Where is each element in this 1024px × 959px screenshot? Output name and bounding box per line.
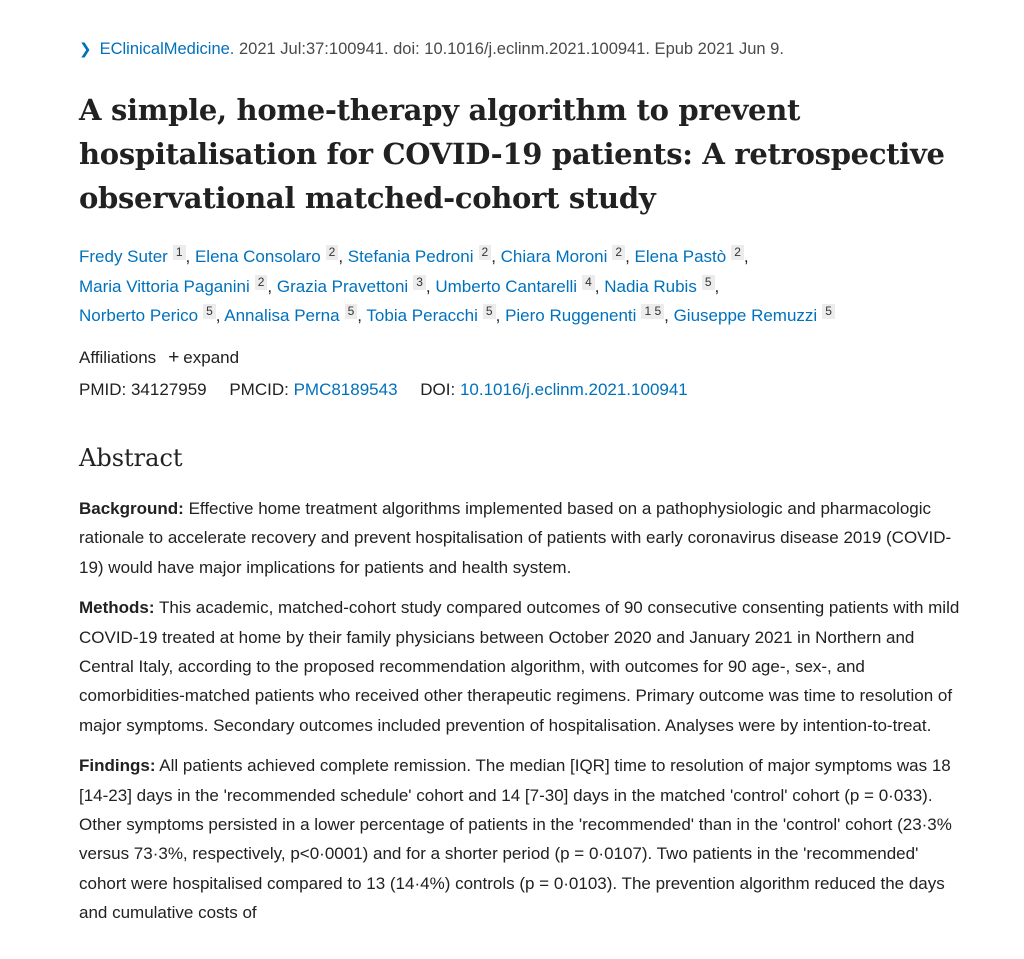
abstract-heading: Abstract bbox=[79, 444, 183, 472]
author-link[interactable]: Stefania Pedroni bbox=[347, 247, 474, 266]
doi-link[interactable]: 10.1016/j.eclinm.2021.100941 bbox=[459, 380, 688, 399]
author-link[interactable]: Annalisa Perna bbox=[224, 306, 340, 325]
section-text: This academic, matched-cohort study compared outcomes of 90 consecutive consenting patients with mild COVID-19 treated at home by their family physicians between October 2020 and January 2021 in Northern and Central Italy, according to the proposed recommendation algorithm, with outcomes for 90 age-, sex-, and comorbidities-matched patients who received other therapeutic regimens. Primary outcome was time to resolution of major symptoms. Secondary outcomes included prevention of hospitalisation. Analyses were by intention-to-treat. bbox=[79, 598, 960, 735]
section-label: Background: bbox=[79, 499, 184, 518]
doi bbox=[420, 380, 687, 399]
pmid-label: PMID: bbox=[79, 380, 127, 399]
article-title: A simple, home-therapy algorithm to prevent hospitalisation for COVID-19 patients: A retrospective observational matched-cohort study bbox=[79, 93, 945, 215]
author-item bbox=[79, 306, 216, 325]
plus-icon[interactable]: + bbox=[168, 347, 180, 368]
author-link[interactable]: Fredy Suter bbox=[79, 247, 168, 266]
author-link[interactable]: Umberto Cantarelli bbox=[435, 276, 578, 296]
author-item bbox=[635, 247, 744, 266]
author-link[interactable]: Tobia Peracchi bbox=[366, 306, 478, 325]
expand-label[interactable]: expand bbox=[183, 348, 240, 367]
affiliation-badge[interactable]: 5 bbox=[822, 304, 835, 319]
journal-link[interactable]: EClinicalMedicine. bbox=[99, 40, 235, 58]
author-line: Maria Vittoria Paganini 2 , Grazia Pravettoni 3 , Umberto Cantarelli 4 , Nadia Rubis 5 , bbox=[79, 274, 720, 296]
affiliation-badge[interactable]: 4 bbox=[582, 275, 595, 290]
section-text: All patients achieved complete remission. The median [IQR] time to resolution of major symptoms was 18 [14-23] days in the 'recommended schedule' cohort and 14 [7-30] days in the matched 'control' cohort (p = 0·033). Other symptoms persisted in a lower percentage of patients in the 'recommended' than in the 'control' cohort (23·3% versus 73·3%, respectively, p<0·0001) and for a shorter period (p = 0·0107). Two patients in the 'recommended' cohort were hospitalised compared to 13 (14·4%) controls (p = 0·0103). The prevention algorithm reduced the days and cumulative costs of bbox=[79, 756, 952, 923]
chevron-right-icon[interactable]: ❯ bbox=[79, 41, 92, 58]
citation-line bbox=[79, 40, 784, 59]
author-item bbox=[674, 306, 835, 325]
author-link[interactable]: Chiara Moroni bbox=[500, 247, 608, 266]
affiliation-badge[interactable]: 2 bbox=[731, 245, 744, 260]
affiliation-badge[interactable]: 5 bbox=[203, 304, 216, 319]
pmcid bbox=[229, 380, 397, 399]
author-item bbox=[276, 274, 426, 296]
author-item bbox=[224, 306, 357, 325]
section-label: Findings: bbox=[79, 756, 156, 776]
author-item bbox=[348, 247, 491, 266]
identifiers bbox=[79, 380, 706, 400]
author-item bbox=[79, 274, 267, 296]
author-line: Norberto Perico 5 , Annalisa Perna 5 , Tobia Peracchi 5 , Piero Ruggenenti 1 5 , Giuseppe Remuzzi 5 bbox=[79, 301, 979, 331]
affiliation-badge[interactable]: 2 bbox=[255, 275, 268, 290]
doi-label: DOI: bbox=[420, 380, 456, 399]
affiliation-badge[interactable]: 2 bbox=[326, 245, 339, 260]
affiliation-badge[interactable]: 2 bbox=[612, 245, 625, 260]
author-link[interactable]: Maria Vittoria Paganini bbox=[79, 276, 250, 296]
affiliation-badge[interactable]: 3 bbox=[413, 275, 426, 290]
abstract-section-findings bbox=[79, 751, 969, 927]
author-item bbox=[366, 306, 495, 325]
author-link[interactable]: Norberto Perico bbox=[79, 306, 199, 325]
author-line: Fredy Suter 1 , Elena Consolaro 2 , Stefania Pedroni 2 , Chiara Moroni 2 , Elena Pastò 2 , bbox=[79, 245, 749, 266]
author-list bbox=[79, 242, 979, 331]
citation-details: 2021 Jul:37:100941. doi: 10.1016/j.eclinm.2021.100941. Epub 2021 Jun 9. bbox=[238, 40, 784, 58]
abstract-section-methods bbox=[79, 593, 969, 740]
author-link[interactable]: Grazia Pravettoni bbox=[276, 276, 409, 296]
section-label: Methods: bbox=[79, 598, 155, 618]
author-item bbox=[505, 306, 664, 325]
affiliation-badge[interactable]: 1 bbox=[173, 245, 186, 260]
affiliation-badge[interactable]: 5 bbox=[702, 275, 715, 290]
author-item bbox=[604, 274, 714, 296]
affiliation-badge[interactable]: 2 bbox=[479, 245, 492, 260]
pmcid-label: PMCID: bbox=[229, 380, 289, 399]
author-link[interactable]: Giuseppe Remuzzi bbox=[673, 306, 818, 325]
abstract-body bbox=[79, 494, 969, 939]
abstract-section-background bbox=[79, 494, 969, 582]
author-link[interactable]: Elena Pastò bbox=[634, 247, 727, 266]
affiliation-badge[interactable]: 5 bbox=[483, 304, 496, 319]
section-text: Effective home treatment algorithms implemented based on a pathophysiologic and pharmacologic rationale to accelerate recovery and prevent hospitalisation of patients with early coronavirus disease 2019 (COVID-19) would have major implications for patients and health system. bbox=[79, 499, 952, 577]
author-item bbox=[435, 274, 594, 296]
pmid bbox=[79, 380, 207, 399]
author-item bbox=[79, 247, 186, 266]
affiliation-badge[interactable]: 5 bbox=[345, 304, 358, 319]
author-link[interactable]: Piero Ruggenenti bbox=[505, 306, 637, 325]
author-link[interactable]: Elena Consolaro bbox=[194, 247, 321, 266]
affiliations-toggle[interactable] bbox=[79, 347, 239, 369]
pmid-value: 34127959 bbox=[130, 380, 207, 399]
affiliation-badge[interactable]: 1 5 bbox=[641, 304, 664, 319]
author-link[interactable]: Nadia Rubis bbox=[604, 276, 697, 296]
affiliations-label: Affiliations bbox=[79, 348, 157, 367]
pmcid-link[interactable]: PMC8189543 bbox=[293, 380, 398, 399]
author-item bbox=[195, 247, 338, 266]
author-item bbox=[501, 247, 625, 266]
